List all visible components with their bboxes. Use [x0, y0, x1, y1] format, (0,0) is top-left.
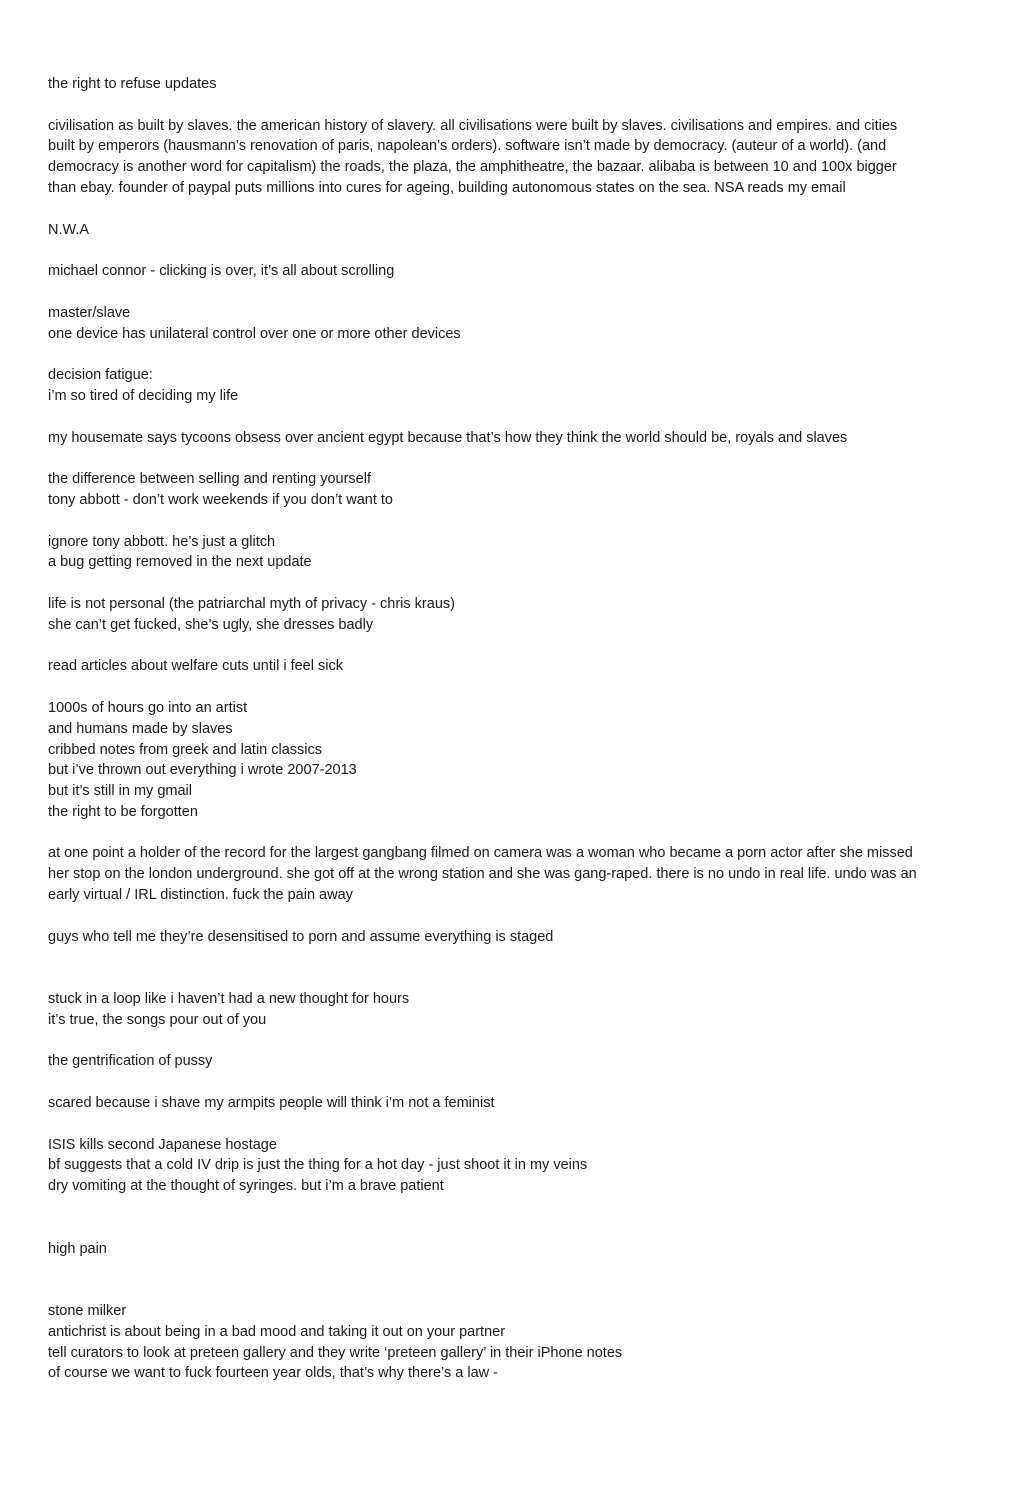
- document-body: [48, 74, 938, 1405]
- text-line: built by emperors (hausmann’s renovation of paris, napolean’s orders). software isn’t made by democracy. (auteur of a world). (and: [48, 138, 887, 155]
- text-line: N.W.A: [48, 221, 90, 238]
- paragraph: [48, 698, 938, 823]
- text-line: stuck in a loop like i haven’t had a new thought for hours: [48, 991, 410, 1008]
- text-line: michael connor - clicking is over, it’s all about scrolling: [48, 263, 395, 280]
- text-line: a bug getting removed in the next update: [48, 554, 312, 571]
- text-line: high pain: [48, 1240, 107, 1257]
- paragraph: [48, 74, 938, 95]
- text-line: at one point a holder of the record for the largest gangbang filmed on camera was a woman who became a porn actor after she missed: [48, 845, 913, 862]
- paragraph: [48, 365, 938, 407]
- text-line: dry vomiting at the thought of syringes. but i’m a brave patient: [48, 1178, 444, 1195]
- paragraph: [48, 1135, 938, 1197]
- text-line: read articles about welfare cuts until i feel sick: [48, 658, 343, 675]
- text-line: cribbed notes from greek and latin classics: [48, 741, 323, 758]
- text-line: the gentrification of pussy: [48, 1053, 213, 1070]
- text-line: but it’s still in my gmail: [48, 783, 192, 800]
- text-line: but i’ve thrown out everything i wrote 2007-2013: [48, 762, 357, 779]
- paragraph: [48, 428, 938, 449]
- paragraph: [48, 1093, 938, 1114]
- text-line: the right to refuse updates: [48, 76, 217, 92]
- text-line: one device has unilateral control over one or more other devices: [48, 325, 461, 342]
- text-line: 1000s of hours go into an artist: [48, 699, 248, 716]
- text-line: scared because i shave my armpits people will think i’m not a feminist: [48, 1095, 495, 1112]
- text-line: master/slave: [48, 304, 131, 321]
- text-line: i’m so tired of deciding my life: [48, 387, 239, 404]
- paragraph: [48, 261, 938, 282]
- text-line: civilisation as built by slaves. the american history of slavery. all civilisations were built by slaves. civilisations and empires. and cities: [48, 117, 898, 134]
- text-line: her stop on the london underground. she got off at the wrong station and she was gang-raped. there is no undo in real life. undo was an: [48, 866, 917, 883]
- paragraph: [48, 843, 938, 905]
- text-line: stone milker: [48, 1303, 127, 1320]
- paragraph: [48, 656, 938, 677]
- text-line: ISIS kills second Japanese hostage: [48, 1136, 277, 1153]
- text-line: tony abbott - don’t work weekends if you don’t want to: [48, 491, 393, 508]
- paragraph: [48, 927, 938, 948]
- text-line: early virtual / IRL distinction. fuck the pain away: [48, 887, 353, 904]
- text-line: the right to be forgotten: [48, 803, 198, 820]
- text-line: decision fatigue:: [48, 367, 153, 384]
- paragraph: [48, 1239, 938, 1260]
- paragraph: [48, 220, 938, 241]
- paragraph: [48, 1051, 938, 1072]
- text-line: and humans made by slaves: [48, 720, 233, 737]
- paragraph: [48, 469, 938, 511]
- text-line: guys who tell me they’re desensitised to porn and assume everything is staged: [48, 928, 554, 945]
- text-line: bf suggests that a cold IV drip is just the thing for a hot day - just shoot it in my veins: [48, 1157, 588, 1174]
- text-line: my housemate says tycoons obsess over ancient egypt because that’s how they think the world should be, royals and slaves: [48, 429, 848, 446]
- text-line: the difference between selling and renting yourself: [48, 471, 371, 488]
- text-line: democracy is another word for capitalism) the roads, the plaza, the amphitheatre, the bazaar. alibaba is between 10 and 100x bigger: [48, 159, 897, 176]
- paragraph: [48, 1301, 938, 1384]
- text-line: she can’t get fucked, she’s ugly, she dresses badly: [48, 616, 374, 633]
- paragraph: [48, 303, 938, 345]
- text-line: it’s true, the songs pour out of you: [48, 1011, 267, 1028]
- paragraph: [48, 989, 938, 1031]
- text-line: ignore tony abbott. he’s just a glitch: [48, 533, 276, 550]
- paragraph: [48, 532, 938, 574]
- text-line: antichrist is about being in a bad mood and taking it out on your partner: [48, 1323, 506, 1340]
- text-line: tell curators to look at preteen gallery and they write ‘preteen gallery’ in their iPhone notes: [48, 1344, 623, 1361]
- text-line: life is not personal (the patriarchal myth of privacy - chris kraus): [48, 595, 455, 612]
- paragraph: [48, 594, 938, 636]
- text-line: than ebay. founder of paypal puts millions into cures for ageing, building autonomous states on the sea. NSA reads my email: [48, 179, 846, 196]
- text-line: of course we want to fuck fourteen year olds, that’s why there’s a law -: [48, 1365, 498, 1382]
- paragraph: [48, 116, 938, 199]
